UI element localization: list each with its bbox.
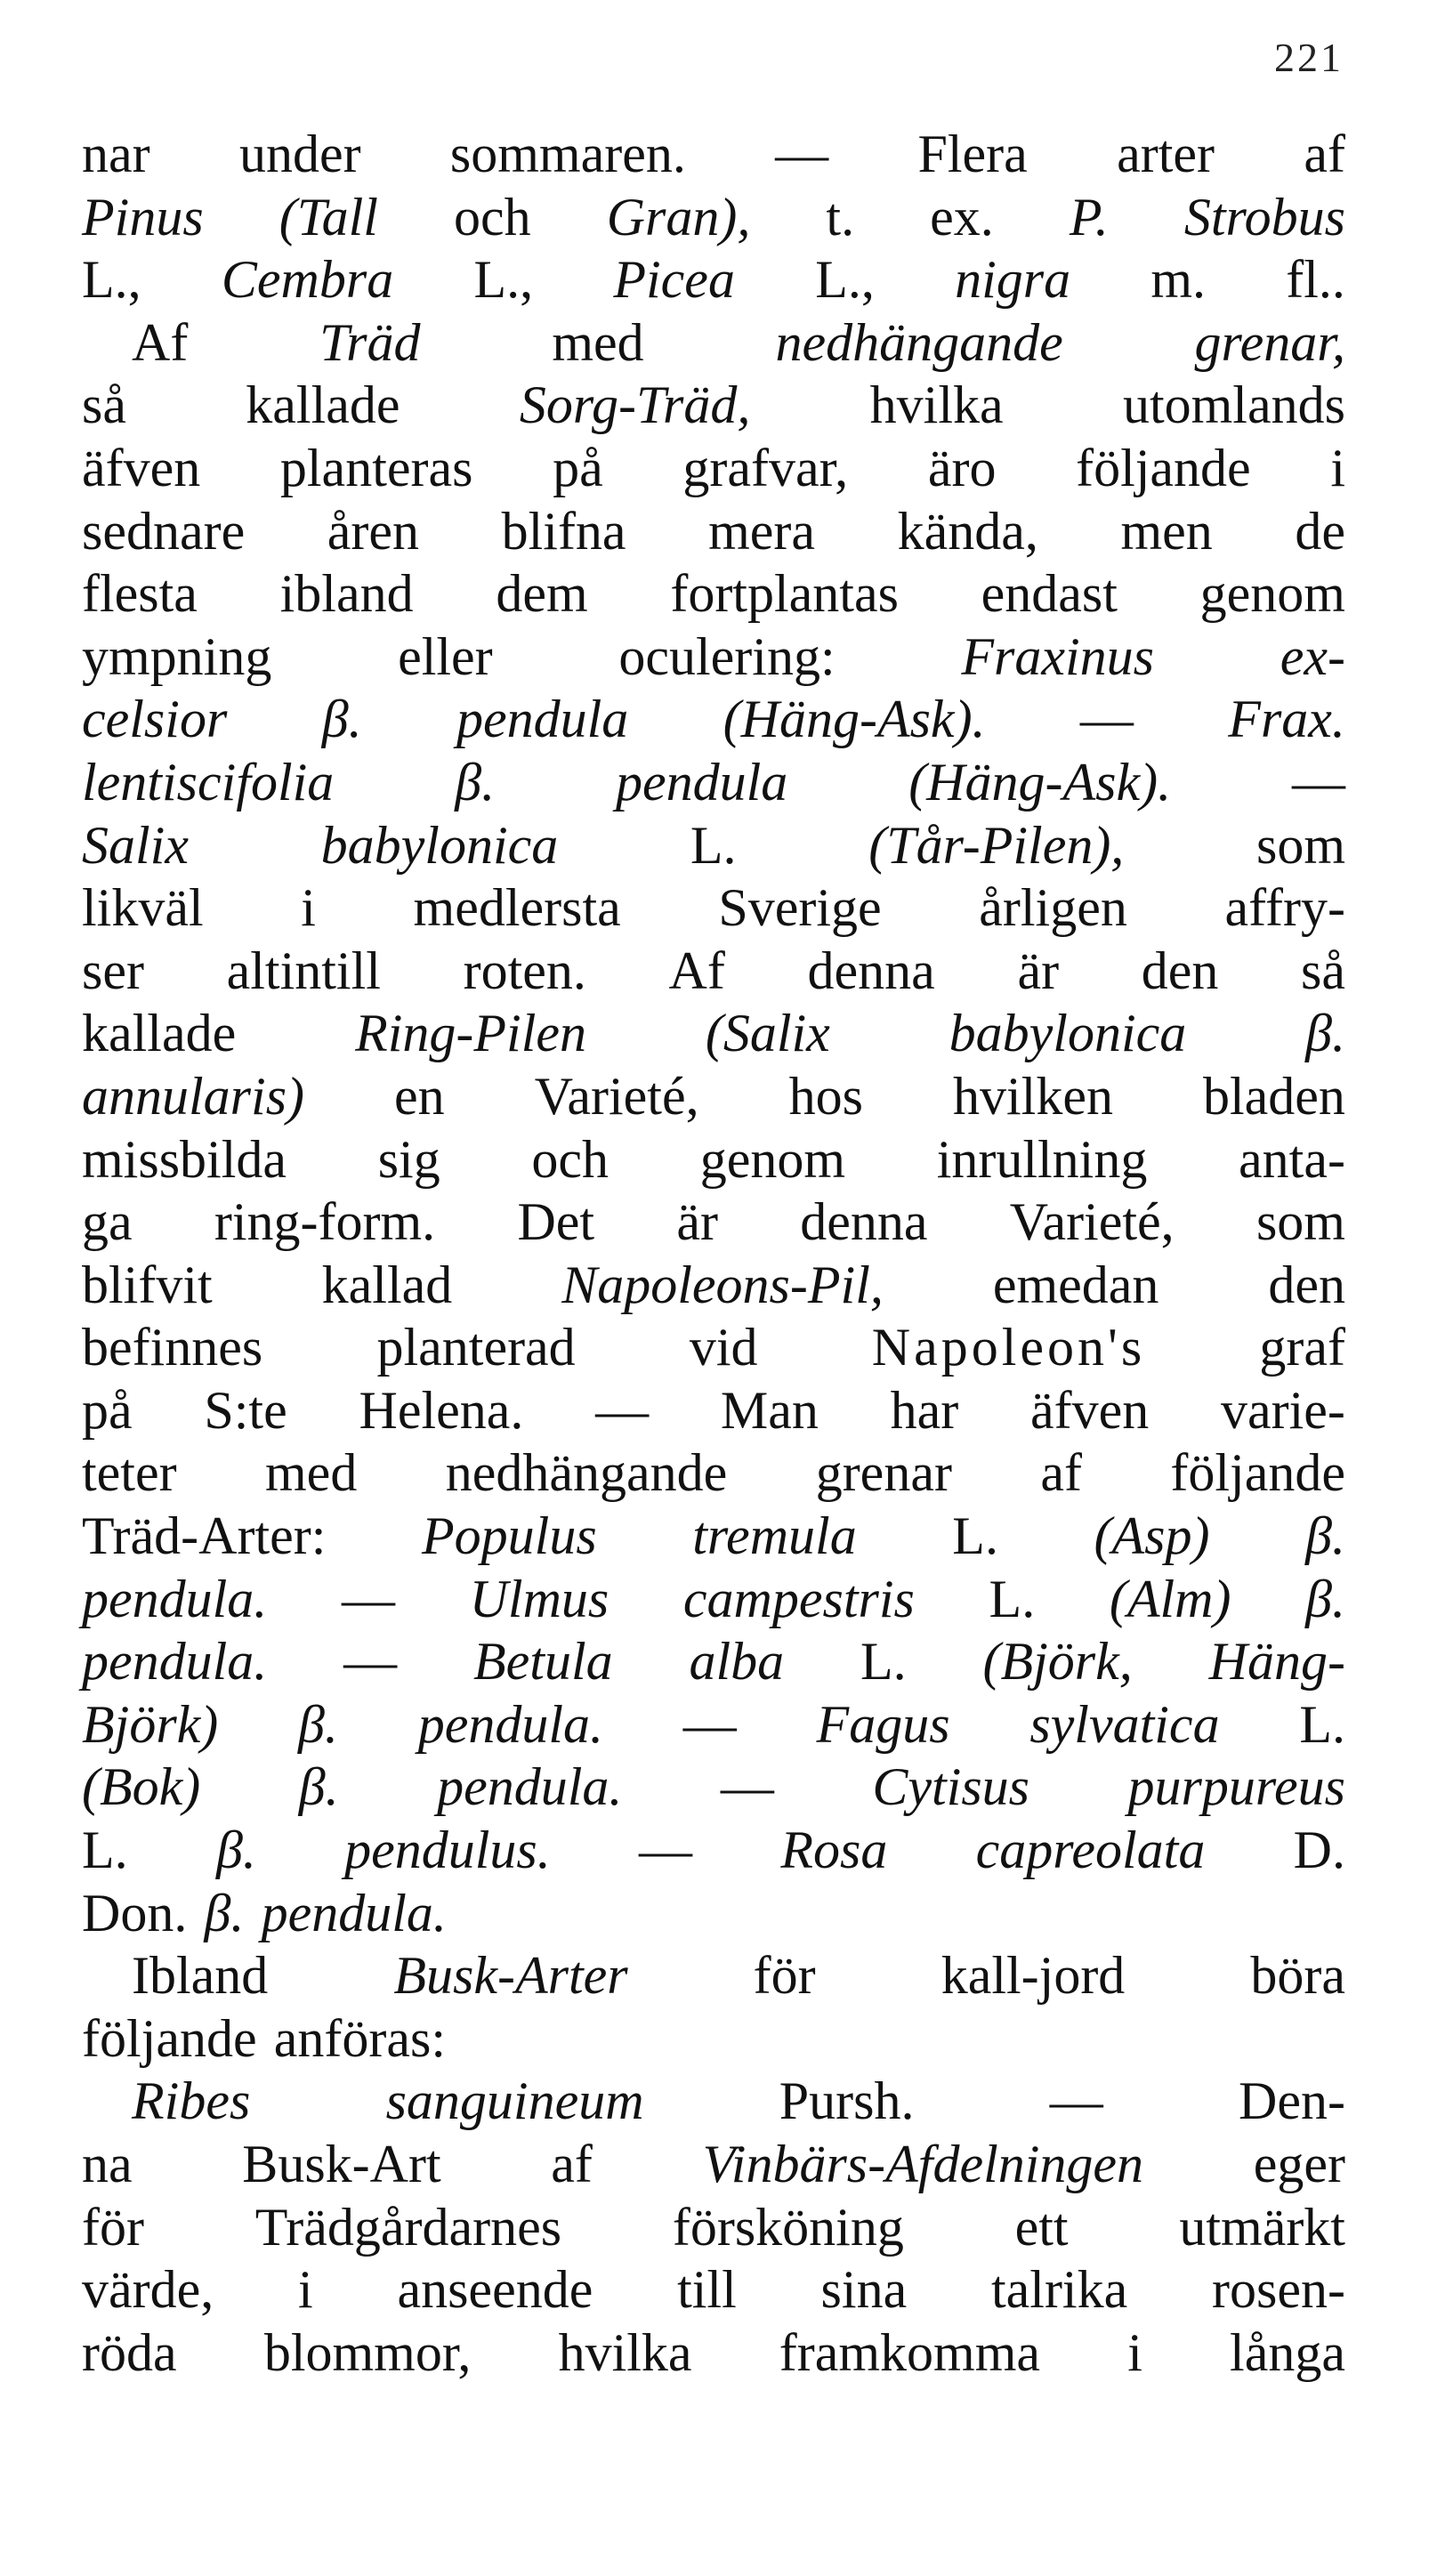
word: Träd-Arter: <box>82 1506 327 1566</box>
word: framkomma <box>779 2322 1040 2382</box>
word: inrullning <box>936 1129 1148 1189</box>
word: Gran), <box>606 187 751 246</box>
text-line <box>82 2196 1345 2259</box>
word: denna <box>807 941 935 1000</box>
word: (Bok) <box>82 1757 201 1817</box>
text-line <box>82 876 1345 940</box>
word: så <box>82 375 126 435</box>
word: missbilda <box>82 1129 287 1189</box>
word: ibland <box>279 564 414 624</box>
word: P. <box>1069 187 1109 246</box>
word: Pinus <box>82 187 204 246</box>
word: den <box>1141 941 1219 1000</box>
word: Picea <box>613 250 735 310</box>
word: (Salix <box>705 1004 830 1063</box>
word: pendula. <box>82 1632 268 1692</box>
word: med <box>265 1443 358 1503</box>
word: β. <box>321 690 362 749</box>
word: β. <box>298 1694 338 1754</box>
word: graf <box>1259 1318 1345 1377</box>
word: med <box>552 312 644 372</box>
word: nedhängande <box>445 1443 728 1503</box>
word: Cembra <box>221 250 394 310</box>
word: Don. <box>82 1883 188 1942</box>
word: fl.. <box>1286 250 1345 310</box>
word: L. <box>82 1821 128 1880</box>
word: teter <box>82 1443 177 1503</box>
word: kallade <box>82 1004 237 1063</box>
word: altintill <box>226 941 381 1000</box>
word: affry- <box>1224 878 1345 938</box>
word: Af <box>132 312 189 372</box>
word: — <box>595 1380 650 1440</box>
word: L., <box>82 250 141 310</box>
word: lentiscifolia <box>82 752 335 812</box>
word: nedhängande <box>775 312 1063 372</box>
word: värde, <box>82 2260 214 2320</box>
word: capreolata <box>975 1821 1206 1880</box>
word: (Alm) <box>1109 1569 1231 1628</box>
word: Napoleons-Pil, <box>561 1255 884 1314</box>
word: Populus <box>422 1506 597 1566</box>
word: Trädgårdarnes <box>254 2197 562 2257</box>
word: utomlands <box>1122 375 1345 435</box>
word: pendula. <box>261 1883 447 1942</box>
word: (Häng-Ask). <box>908 752 1172 812</box>
word: oculering: <box>618 626 836 686</box>
word: följande <box>82 2008 257 2068</box>
word: i <box>1127 2322 1142 2382</box>
word: t. <box>826 187 855 246</box>
word: i <box>298 2260 313 2320</box>
word: grenar, <box>1194 312 1345 372</box>
word: sanguineum <box>385 2071 644 2131</box>
word: böra <box>1250 1946 1345 2006</box>
text-line <box>82 1441 1345 1505</box>
word: kallad <box>321 1255 453 1314</box>
text-line <box>82 1568 1345 1631</box>
word: Fraxinus <box>961 626 1155 686</box>
text-line <box>82 2322 1345 2385</box>
text-line <box>82 1379 1345 1442</box>
text-line <box>82 2007 1345 2071</box>
word: Vinbärs-Afdelningen <box>702 2135 1144 2193</box>
word: följande <box>1076 438 1251 497</box>
text-line <box>82 1693 1345 1756</box>
word: — <box>775 125 829 183</box>
word: Ulmus <box>469 1569 610 1628</box>
word: försköning <box>672 2197 904 2257</box>
word: — <box>343 1632 398 1692</box>
word: mera <box>708 501 816 561</box>
word: hvilka <box>869 375 1004 435</box>
word: och <box>531 1129 610 1189</box>
word: hvilken <box>953 1066 1113 1126</box>
text-line <box>82 1630 1345 1693</box>
word: Pursh. <box>779 2071 915 2131</box>
text-line <box>82 500 1345 563</box>
word: Fagus <box>816 1694 950 1754</box>
word: Strobus <box>1183 187 1345 246</box>
word: kall-jord <box>941 1946 1126 2006</box>
word: Varieté, <box>1009 1192 1175 1252</box>
text-line <box>82 1756 1345 1819</box>
word: följande <box>1170 1443 1345 1503</box>
word: nigra <box>955 250 1071 310</box>
word: Af <box>668 941 725 1000</box>
word: den <box>1268 1255 1345 1314</box>
word: årligen <box>979 878 1127 938</box>
word: endast <box>981 564 1118 624</box>
text-line <box>82 2070 1345 2133</box>
word: bladen <box>1203 1066 1345 1126</box>
word: emedan <box>992 1255 1159 1314</box>
word: L., <box>815 250 875 310</box>
word: L. <box>690 815 737 875</box>
word: likväl <box>82 878 204 938</box>
word: β. <box>1305 1569 1345 1628</box>
word: alba <box>689 1632 785 1692</box>
text-line <box>82 2258 1345 2322</box>
word: röda <box>82 2322 177 2382</box>
word: så <box>1301 941 1345 1000</box>
word: som <box>1255 1192 1345 1252</box>
word: äro <box>927 438 997 497</box>
word: till <box>677 2260 737 2320</box>
word: Frax. <box>1228 690 1345 749</box>
word: Sverige <box>718 878 882 938</box>
word: rosen- <box>1212 2260 1345 2320</box>
word: för <box>753 1946 816 2006</box>
word: denna <box>800 1192 928 1252</box>
word: sig <box>377 1129 440 1189</box>
word: genom <box>699 1129 846 1189</box>
word: campestris <box>682 1569 915 1628</box>
word: blifna <box>501 501 626 561</box>
word: kända, <box>897 501 1038 561</box>
word: de <box>1295 501 1345 561</box>
text-line <box>82 940 1345 1003</box>
word: på <box>82 1380 133 1440</box>
word: blifvit <box>82 1255 213 1314</box>
word: D. <box>1293 1821 1345 1880</box>
word: roten. <box>463 941 586 1000</box>
word: annularis) <box>82 1066 305 1126</box>
word: ex. <box>930 187 994 246</box>
word: fortplantas <box>670 564 899 624</box>
page-number: 221 <box>1274 35 1344 80</box>
word: eller <box>398 626 493 686</box>
word: L. <box>860 1632 907 1692</box>
word: anföras: <box>273 2008 447 2068</box>
word: pendulus. <box>344 1821 551 1880</box>
word: ympning <box>82 626 272 686</box>
word: pendula <box>615 752 788 812</box>
text-line <box>82 814 1345 877</box>
word: celsior <box>82 690 228 749</box>
word: dem <box>496 564 588 624</box>
text-line <box>82 437 1345 500</box>
word: purpureus <box>1127 1757 1345 1817</box>
word: (Asp) <box>1094 1506 1210 1566</box>
word: kallade <box>246 375 400 435</box>
word: Björk) <box>82 1694 219 1754</box>
word: Helena. <box>359 1380 524 1440</box>
word: vid <box>689 1318 758 1377</box>
text-line <box>82 1191 1345 1254</box>
text-line <box>82 1128 1345 1191</box>
word: är <box>676 1192 718 1252</box>
word: Busk-Arter <box>393 1946 628 2006</box>
word: Det <box>517 1192 595 1252</box>
word: hvilka <box>558 2322 692 2382</box>
word: Flera <box>917 125 1028 183</box>
text-line <box>82 374 1345 437</box>
text-line <box>82 1819 1345 1882</box>
word: pendula <box>456 690 629 749</box>
text-line <box>82 1882 1345 1945</box>
word: ser <box>82 941 144 1000</box>
word: talrika <box>990 2260 1128 2320</box>
word: arter <box>1117 125 1215 183</box>
text-line <box>82 688 1345 751</box>
word: för <box>82 2197 144 2257</box>
word: och <box>453 187 531 246</box>
text-line <box>82 1505 1345 1568</box>
word: Man <box>720 1380 819 1440</box>
word: — <box>1291 752 1345 812</box>
word: S:te <box>204 1380 287 1440</box>
word: hos <box>788 1066 863 1126</box>
word: pendula. <box>417 1694 604 1754</box>
word: grafvar, <box>682 438 849 497</box>
word: ring-form. <box>214 1192 436 1252</box>
word: — <box>1049 2071 1103 2131</box>
word: β. <box>1305 1506 1345 1566</box>
text-line <box>82 2133 1345 2196</box>
word: en <box>394 1066 445 1126</box>
word: β. <box>215 1821 256 1880</box>
word: befinnes <box>82 1318 263 1377</box>
word: sednare <box>82 501 246 561</box>
word: utmärkt <box>1179 2197 1345 2257</box>
word: Sorg-Träd, <box>519 375 751 435</box>
word: Cytisus <box>872 1757 1030 1817</box>
text-line <box>82 186 1345 249</box>
word: (Tår-Pilen), <box>868 815 1125 875</box>
word: (Björk, <box>982 1632 1133 1692</box>
word: långa <box>1230 2322 1345 2382</box>
word: ga <box>82 1192 133 1252</box>
word: flesta <box>82 564 198 624</box>
word: nar <box>82 125 150 183</box>
word: grenar <box>815 1443 952 1503</box>
word: Betula <box>473 1632 613 1692</box>
word: genom <box>1199 564 1345 624</box>
word: medlersta <box>413 878 621 938</box>
word: äfven <box>1030 1380 1150 1440</box>
word: anta- <box>1239 1129 1345 1189</box>
word: är <box>1017 941 1060 1000</box>
word: pendula. <box>437 1757 623 1817</box>
word: pendula. <box>82 1569 268 1628</box>
text-line <box>82 248 1345 311</box>
word: sina <box>820 2260 908 2320</box>
word: Varieté, <box>534 1066 699 1126</box>
word: β. <box>1305 1004 1345 1063</box>
word: anseende <box>397 2260 593 2320</box>
word: af <box>1040 1443 1082 1503</box>
word: Napoleon's <box>871 1318 1146 1377</box>
word: na <box>82 2135 133 2193</box>
text-line <box>82 1944 1345 2007</box>
word: Ring-Pilen <box>355 1004 586 1063</box>
word: babylonica <box>320 815 559 875</box>
word: af <box>551 2135 593 2193</box>
text-line <box>82 311 1345 375</box>
word: ex- <box>1280 626 1345 686</box>
word: Busk-Art <box>242 2135 441 2193</box>
text-line <box>82 1002 1345 1065</box>
word: (Häng-Ask). <box>723 690 986 749</box>
word: L. <box>1299 1694 1345 1754</box>
word: Ibland <box>132 1946 269 2006</box>
word: L. <box>952 1506 998 1566</box>
text-line <box>82 1065 1345 1128</box>
word: Den- <box>1239 2071 1345 2131</box>
word: af <box>1304 125 1345 183</box>
word: planteras <box>279 438 473 497</box>
word: har <box>890 1380 959 1440</box>
word: L. <box>989 1569 1036 1628</box>
word: β. <box>455 752 496 812</box>
text-line <box>82 751 1345 814</box>
word: Träd <box>319 312 421 372</box>
word: m. <box>1150 250 1207 310</box>
word: — <box>682 1694 737 1754</box>
word: — <box>341 1569 395 1628</box>
word: på <box>553 438 603 497</box>
word: β. <box>204 1883 245 1942</box>
word: men <box>1120 501 1213 561</box>
word: ett <box>1014 2197 1069 2257</box>
word: Häng- <box>1208 1632 1345 1692</box>
word: — <box>720 1757 774 1817</box>
word: som <box>1255 815 1345 875</box>
word: eger <box>1253 2135 1345 2193</box>
word: babylonica <box>949 1004 1187 1063</box>
word: sylvatica <box>1029 1694 1220 1754</box>
word: — <box>1079 690 1134 749</box>
word: i <box>301 878 316 938</box>
word: L., <box>473 250 534 310</box>
text-line <box>82 562 1345 626</box>
word: — <box>639 1821 693 1880</box>
text-line <box>82 1316 1345 1379</box>
word: Rosa <box>780 1821 888 1880</box>
text-line <box>82 626 1345 689</box>
word: sommaren. <box>449 125 686 183</box>
word: äfven <box>82 438 201 497</box>
word: (Tall <box>279 187 378 246</box>
text-line <box>82 123 1345 186</box>
word: Ribes <box>132 2071 251 2131</box>
word: tremula <box>692 1506 857 1566</box>
word: planterad <box>376 1318 576 1377</box>
text-line <box>82 1254 1345 1317</box>
word: blommor, <box>263 2322 472 2382</box>
word: i <box>1330 438 1345 497</box>
word: Salix <box>82 815 189 875</box>
word: varie- <box>1221 1380 1345 1440</box>
word: β. <box>298 1757 339 1817</box>
word: under <box>238 125 361 183</box>
word: åren <box>327 501 420 561</box>
body-text <box>82 123 1345 2384</box>
